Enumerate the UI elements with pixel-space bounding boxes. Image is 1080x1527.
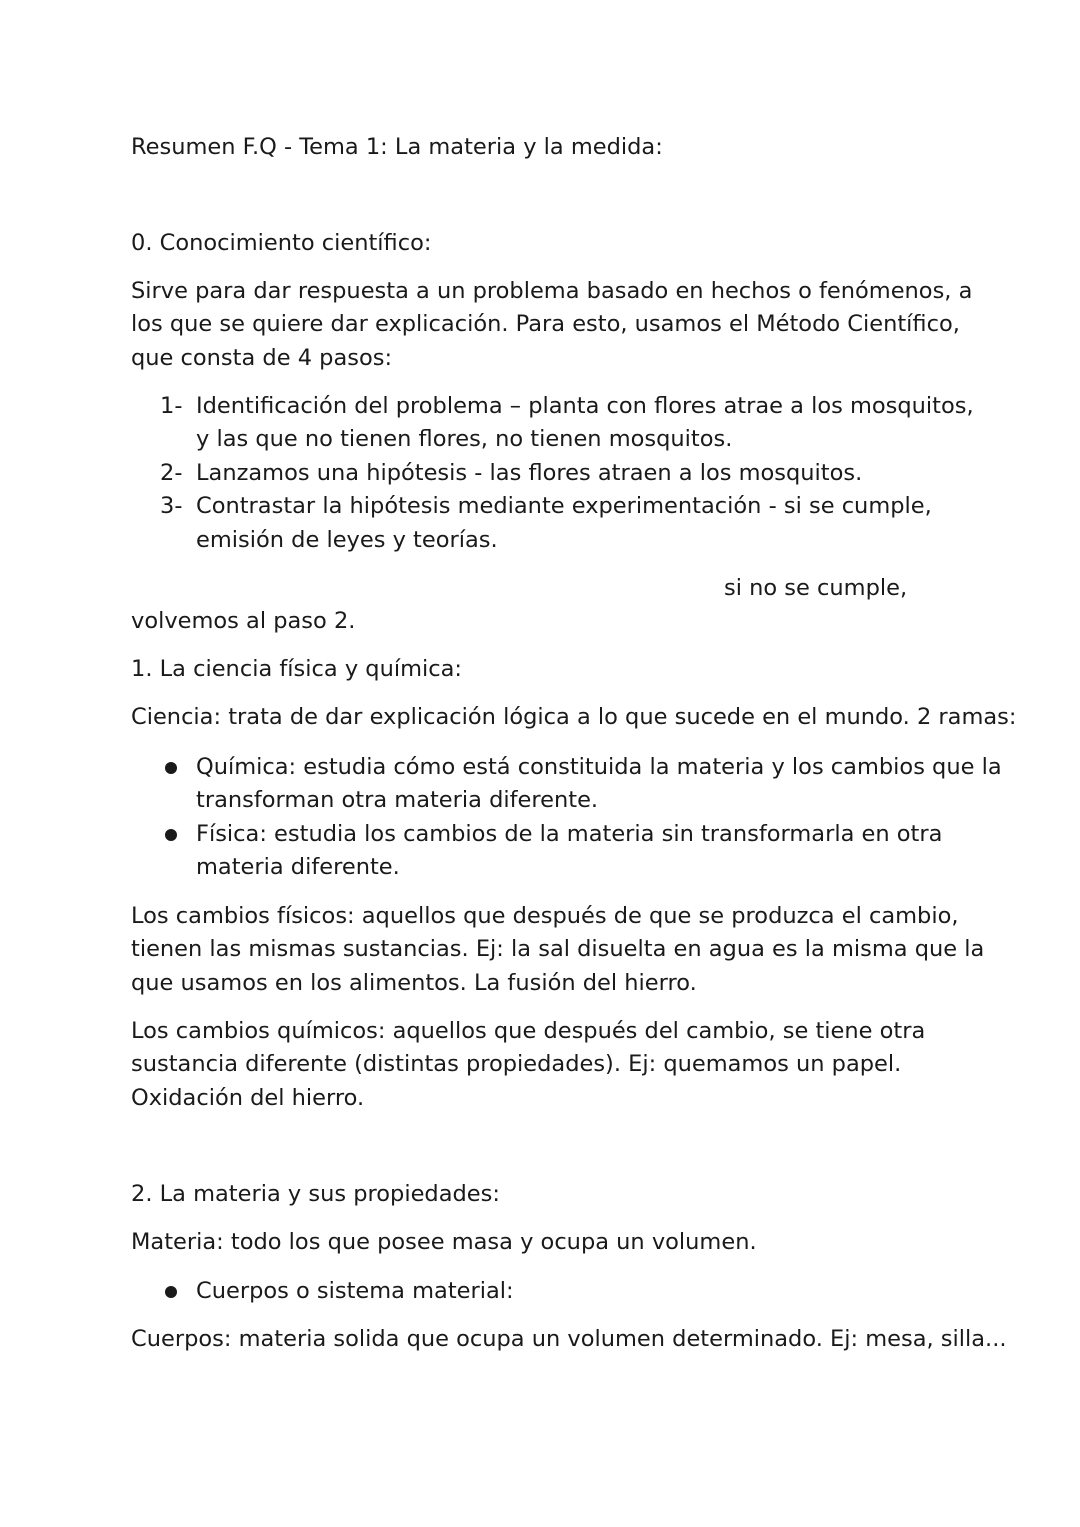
bullet-text: Química: estudia cómo está constituida la materia y los cambios que la (196, 754, 1002, 780)
step-number: 1- (160, 393, 183, 419)
bullet-dot (165, 1286, 177, 1298)
bodies-definition: Cuerpos: materia solida que ocupa un volumen determinado. Ej: mesa, silla... (131, 1326, 1007, 1352)
else-branch-text: si no se cumple, (724, 575, 908, 601)
section-0-paragraph-line: los que se quiere dar explicación. Para esto, usamos el Método Científico, (131, 311, 960, 337)
bullet-dot (165, 762, 177, 774)
chemical-changes-line: sustancia diferente (distintas propiedades). Ej: quemamos un papel. (131, 1051, 902, 1077)
section-0-heading: 0. Conocimiento científico: (131, 230, 432, 256)
step-text: emisión de leyes y teorías. (196, 527, 498, 553)
section-2-heading: 2. La materia y sus propiedades: (131, 1181, 500, 1207)
physical-changes-line: Los cambios físicos: aquellos que después de que se produzca el cambio, (131, 903, 959, 929)
matter-definition: Materia: todo los que posee masa y ocupa un volumen. (131, 1229, 757, 1255)
bullet-text: Física: estudia los cambios de la materia sin transformarla en otra (196, 821, 943, 847)
step-text: y las que no tienen flores, no tienen mosquitos. (196, 426, 733, 452)
document-title: Resumen F.Q - Tema 1: La materia y la medida: (131, 134, 663, 160)
step-number: 3- (160, 493, 183, 519)
step-text: Contrastar la hipótesis mediante experimentación - si se cumple, (196, 493, 932, 519)
chemical-changes-line: Los cambios químicos: aquellos que después del cambio, se tiene otra (131, 1018, 926, 1044)
section-1-intro: Ciencia: trata de dar explicación lógica a lo que sucede en el mundo. 2 ramas: (131, 704, 1017, 730)
back-to-step-text: volvemos al paso 2. (131, 608, 356, 634)
physical-changes-line: tienen las mismas sustancias. Ej: la sal disuelta en agua es la misma que la (131, 936, 985, 962)
bullet-dot (165, 829, 177, 841)
physical-changes-line: que usamos en los alimentos. La fusión del hierro. (131, 970, 697, 996)
bullet-text: Cuerpos o sistema material: (196, 1278, 514, 1304)
bullet-text: transforman otra materia diferente. (196, 787, 599, 813)
step-text: Lanzamos una hipótesis - las flores atraen a los mosquitos. (196, 460, 863, 486)
section-0-paragraph-line: que consta de 4 pasos: (131, 345, 393, 371)
chemical-changes-line: Oxidación del hierro. (131, 1085, 365, 1111)
section-0-paragraph-line: Sirve para dar respuesta a un problema basado en hechos o fenómenos, a (131, 278, 973, 304)
bullet-text: materia diferente. (196, 854, 400, 880)
step-text: Identificación del problema – planta con flores atrae a los mosquitos, (196, 393, 974, 419)
step-number: 2- (160, 460, 183, 486)
section-1-heading: 1. La ciencia física y química: (131, 656, 463, 682)
